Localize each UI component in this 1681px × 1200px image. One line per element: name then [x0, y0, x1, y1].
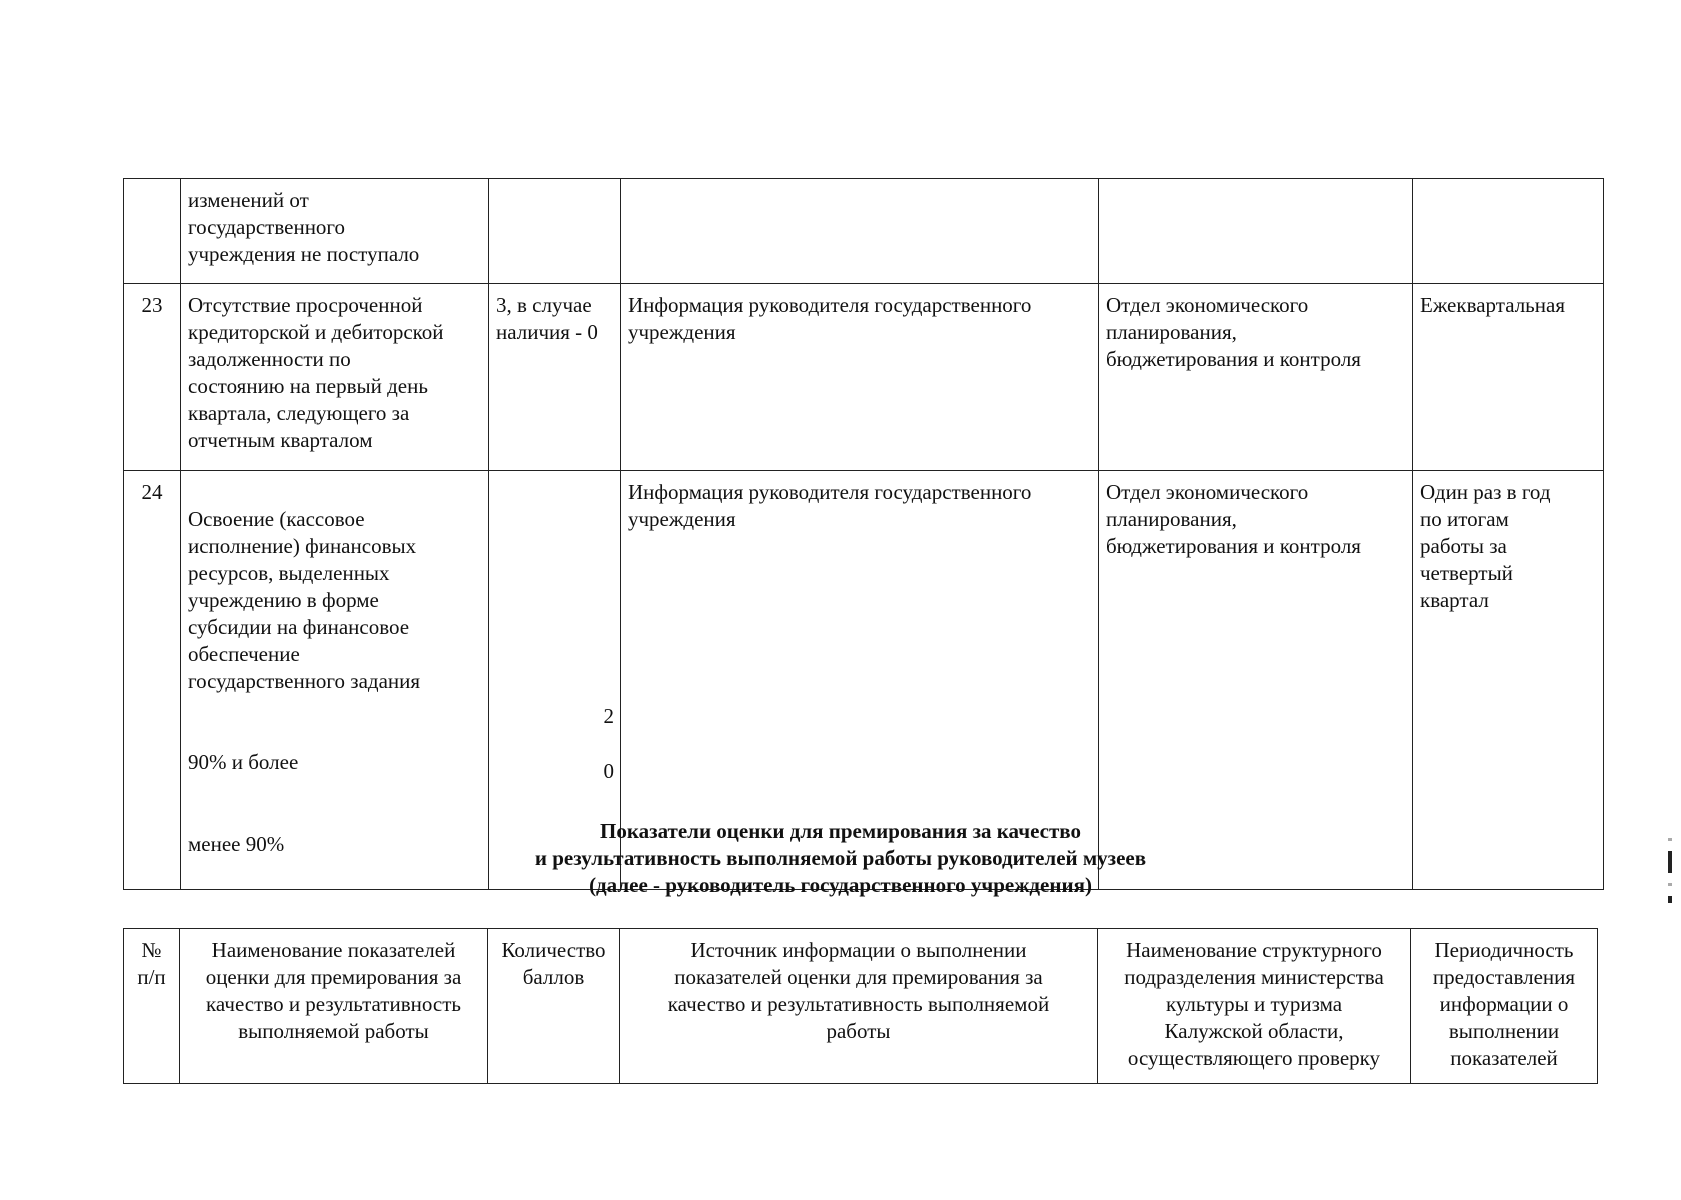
department-cell: Отдел экономического планирования, бюджетирования и контроля [1099, 284, 1413, 471]
header-row [124, 929, 1598, 1084]
option-label: 90% и более [188, 750, 299, 774]
points-cell: 3, в случае наличия - 0 [489, 284, 621, 471]
section-title: Показатели оценки для премирования за качество и результативность выполняемой работы руководителей музеев (далее - руководитель государственного учреждения) [534, 819, 1147, 897]
header-points: Количество баллов [488, 929, 620, 1084]
option-score: 2 [603, 704, 614, 728]
period-cell: Ежеквартальная [1413, 284, 1604, 471]
header-period: Периодичность предоставления информации о выполнении показателей [1411, 929, 1598, 1084]
row-number-cell: 23 [124, 284, 181, 471]
row-number-cell [124, 179, 181, 284]
option-label: менее 90% [188, 832, 285, 856]
indicators-table-continued [123, 178, 1604, 890]
header-name: Наименование показателей оценки для премирования за качество и результативность выполняемой работы [180, 929, 488, 1084]
header-department: Наименование структурного подразделения министерства культуры и туризма Калужской области, осуществляющего проверку [1098, 929, 1411, 1084]
table-row [124, 284, 1604, 471]
scan-margin-marks [1668, 838, 1674, 913]
points-cell [489, 179, 621, 284]
header-source: Источник информации о выполнении показателей оценки для премирования за качество и результативность выполняемой работы [620, 929, 1098, 1084]
indicator-name-cell: Отсутствие просроченной кредиторской и дебиторской задолженности по состоянию на первый день квартала, следующего за отчетным кварталом [181, 284, 489, 471]
header-num: № п/п [124, 929, 180, 1084]
source-cell [621, 179, 1099, 284]
indicator-name-cell: изменений от государственного учреждения не поступало [181, 179, 489, 284]
source-cell: Информация руководителя государственного учреждения [621, 471, 1099, 890]
department-cell: Отдел экономического планирования, бюджетирования и контроля [1099, 471, 1413, 890]
row-number-cell: 24 [124, 471, 181, 890]
option-score: 0 [603, 759, 614, 783]
period-cell: Один раз в год по итогам работы за четвертый квартал [1413, 471, 1604, 890]
indicator-name-text: Освоение (кассовое исполнение) финансовых ресурсов, выделенных учреждению в форме субсидии на финансовое обеспечение государственного задания [188, 507, 421, 693]
table-row [124, 179, 1604, 284]
indicators-table-header [123, 928, 1598, 1084]
source-cell: Информация руководителя государственного учреждения [621, 284, 1099, 471]
period-cell [1413, 179, 1604, 284]
department-cell [1099, 179, 1413, 284]
